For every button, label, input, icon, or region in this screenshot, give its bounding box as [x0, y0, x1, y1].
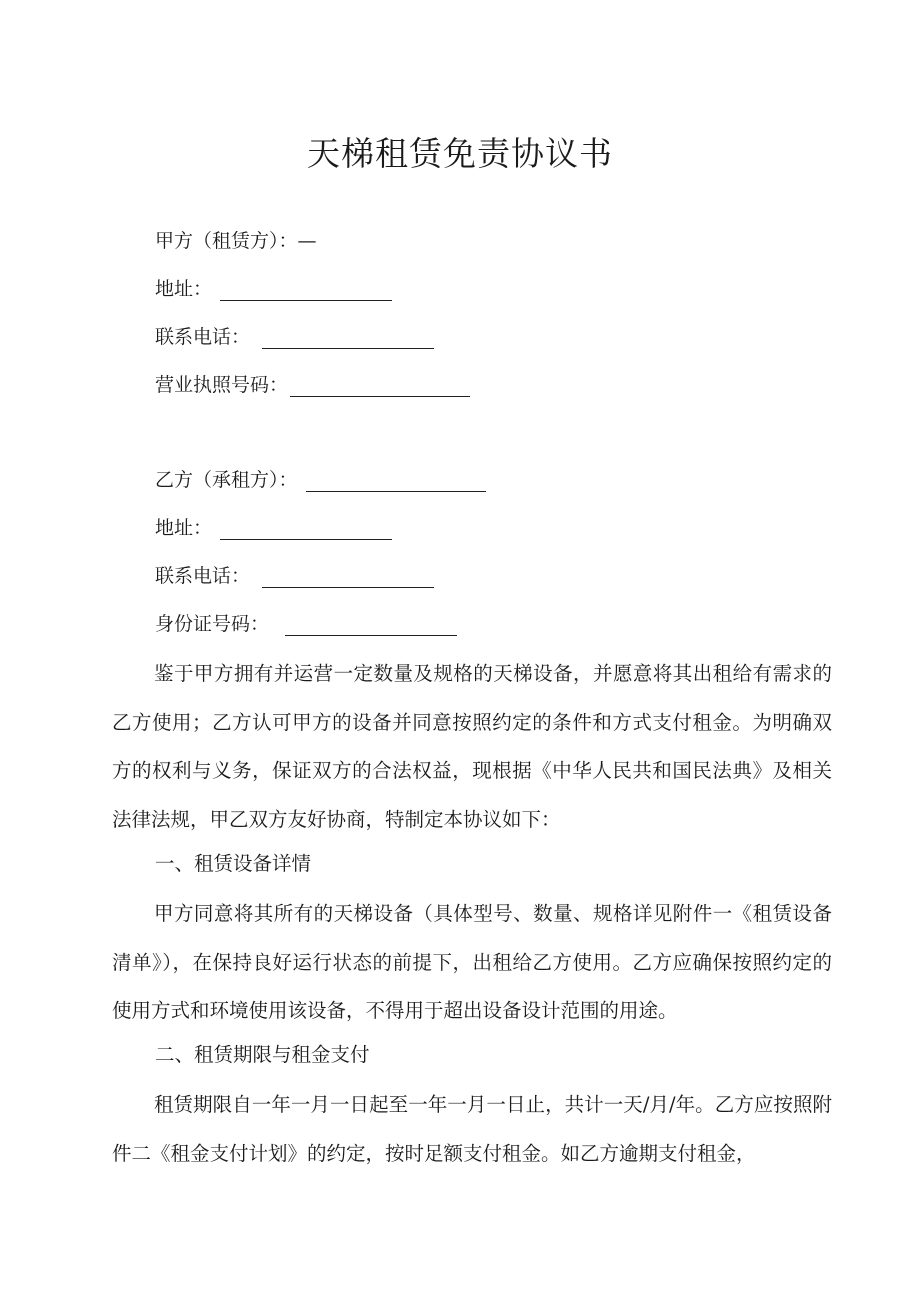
party-a-address-label: 地址： — [155, 278, 213, 300]
party-b-id — [155, 612, 457, 636]
preamble-paragraph: 鉴于甲方拥有并运营一定数量及规格的天梯设备，并愿意将其出租给有需求的乙方使用；乙方认可甲方的设备并同意按照约定的条件和方式支付租金。为明确双方的权利与义务，保证双方的合法权益，现根据《中华人民共和国民法典》及相关法律法规，甲乙双方友好协商，特制定本协议如下： — [112, 662, 832, 831]
section-2-paragraph: 租赁期限自一年一月一日起至一年一月一日止，共计一天/月/年。乙方应按照附件二《租金支付计划》的约定，按时足额支付租金。如乙方逾期支付租金， — [112, 1093, 832, 1165]
party-b-name — [155, 468, 486, 492]
party-a-license-blank[interactable] — [290, 378, 470, 397]
party-b-phone — [155, 564, 434, 588]
party-b-phone-blank[interactable] — [262, 569, 434, 588]
section-2-heading: 二、租赁期限与租金支付 — [155, 1043, 370, 1066]
party-a-name-label: 甲方（租赁方）：— — [155, 230, 317, 252]
party-a-license — [155, 373, 470, 397]
document-title: 天梯租赁免责协议书 — [307, 134, 613, 173]
party-a-address-blank[interactable] — [220, 282, 392, 301]
party-a-name — [155, 229, 317, 253]
party-b-address-label: 地址： — [155, 517, 213, 539]
party-a-phone-label: 联系电话： — [155, 326, 251, 348]
party-a-phone — [155, 325, 434, 349]
party-a-license-label: 营业执照号码： — [155, 374, 289, 396]
party-b-id-label: 身份证号码： — [155, 613, 270, 635]
party-a-phone-blank[interactable] — [262, 330, 434, 349]
party-a-address — [155, 277, 392, 301]
party-b-address-blank[interactable] — [220, 521, 392, 540]
section-1-paragraph: 甲方同意将其所有的天梯设备（具体型号、数量、规格详见附件一《租赁设备清单》），在保持良好运行状态的前提下，出租给乙方使用。乙方应确保按照约定的使用方式和环境使用该设备，不得用于超出设备设计范围的用途。 — [112, 902, 832, 1022]
party-b-id-blank[interactable] — [285, 617, 457, 636]
section-1-heading: 一、租赁设备详情 — [155, 852, 312, 875]
party-b-name-blank[interactable] — [306, 473, 486, 492]
party-b-address — [155, 516, 392, 540]
party-b-phone-label: 联系电话： — [155, 565, 251, 587]
party-b-name-label: 乙方（承租方）： — [155, 469, 298, 491]
